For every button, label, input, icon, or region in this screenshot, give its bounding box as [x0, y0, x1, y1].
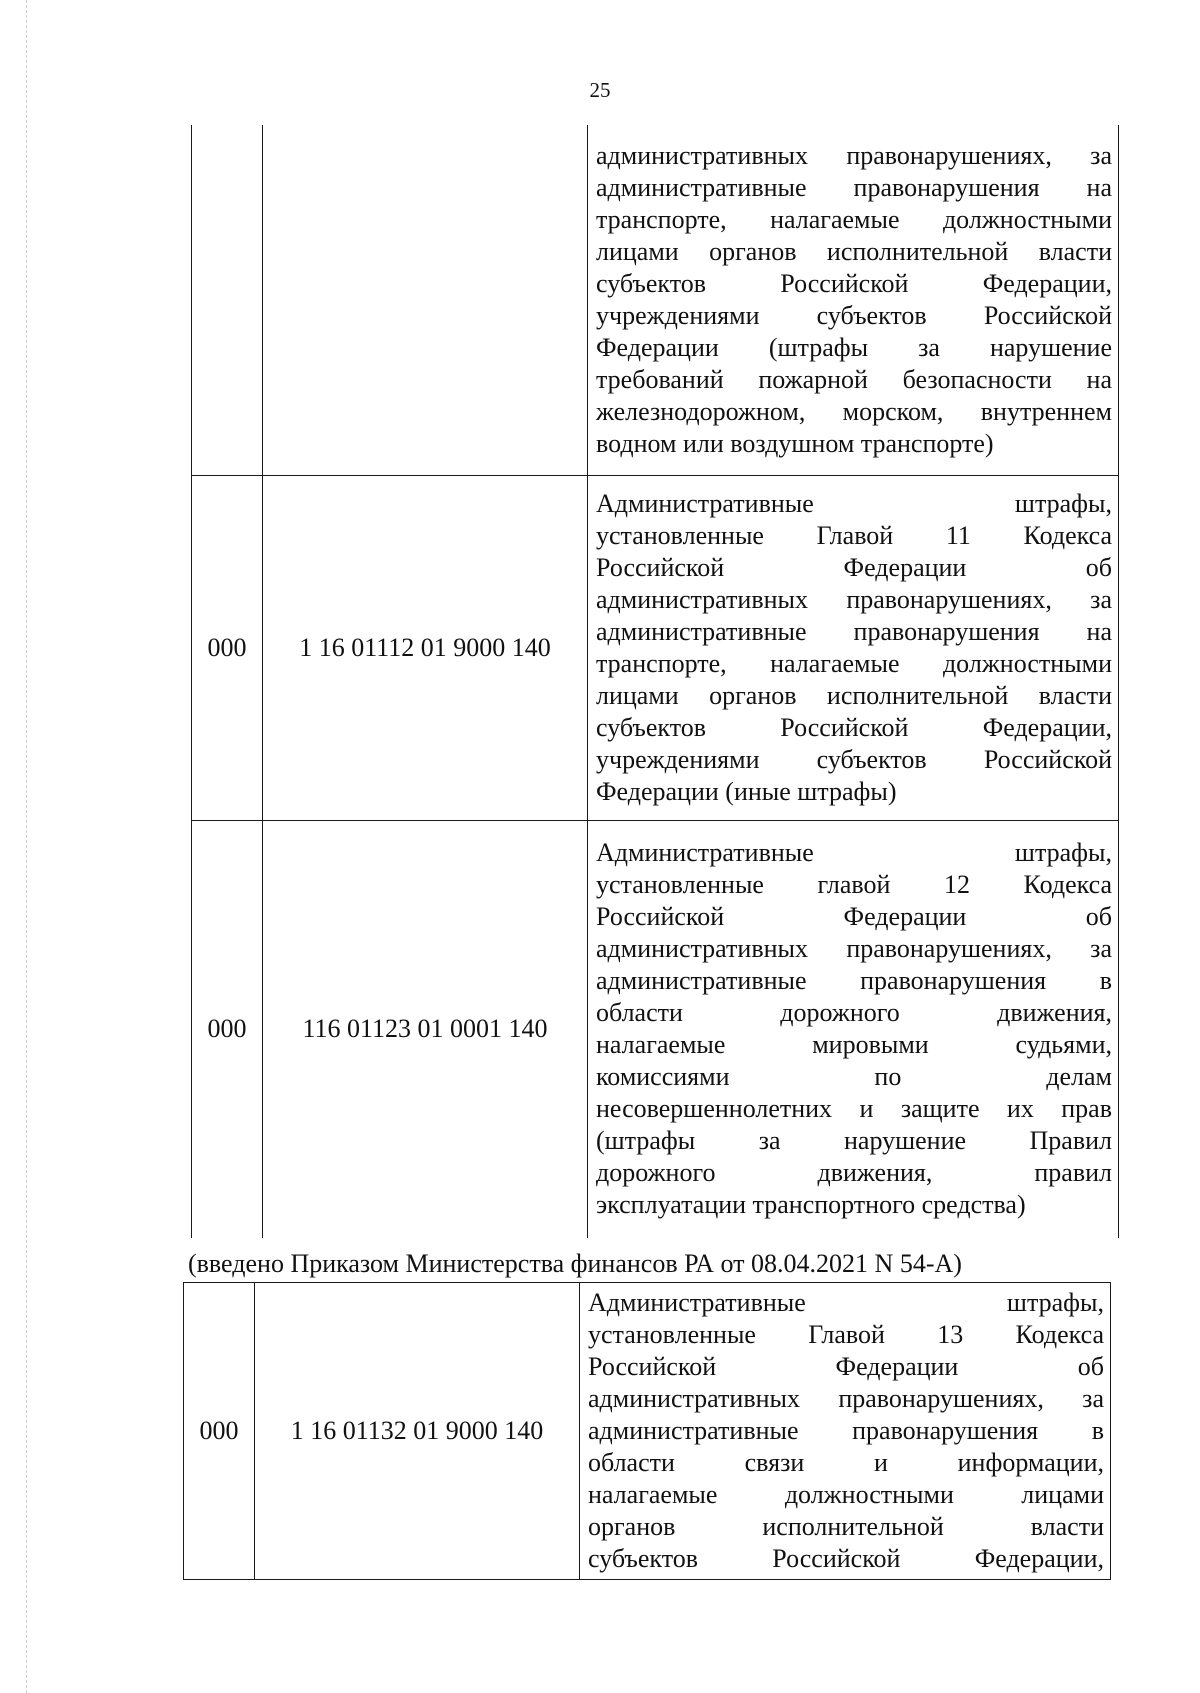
cell-admin-code [192, 125, 263, 475]
description-line: Российской Федерации об [596, 552, 1112, 582]
description-line: учреждениями субъектов Российской [596, 300, 1112, 330]
description-line: железнодорожном, морском, внутреннем [596, 396, 1112, 426]
cell-budget-code: 1 16 01132 01 9000 140 [255, 1283, 580, 1580]
description-line: Административные штрафы, [596, 488, 1112, 518]
description-line: комиссиями по делам [596, 1062, 1112, 1092]
table-row [192, 475, 1119, 820]
description-line: Административные штрафы, [596, 838, 1112, 868]
description-line: Российской Федерации об [588, 1352, 1104, 1381]
cell-admin-code: 000 [192, 475, 263, 820]
cell-description [588, 125, 1119, 475]
description-line: лицами органов исполнительной власти [596, 680, 1112, 710]
description-line: административные правонарушения в [588, 1416, 1104, 1445]
description-line: установленные Главой 13 Кодекса [588, 1320, 1104, 1349]
description-line: административных правонарушениях, за [596, 140, 1112, 170]
scan-edge-line [26, 0, 27, 1693]
description-line: административные правонарушения на [596, 616, 1112, 646]
description-line: налагаемые мировыми судьями, [596, 1030, 1112, 1060]
description-line: (штрафы за нарушение Правил [596, 1126, 1112, 1156]
description-line: Административные штрафы, [588, 1288, 1104, 1317]
description-line: административных правонарушениях, за [596, 934, 1112, 964]
amendment-note: (введено Приказом Министерства финансов РА от 08.04.2021 N 54-А) [188, 1249, 962, 1278]
description-line: административных правонарушениях, за [588, 1384, 1104, 1413]
page-number: 25 [589, 78, 611, 102]
description-text [588, 1287, 1104, 1575]
description-text [596, 140, 1112, 460]
description-line: требований пожарной безопасности на [596, 364, 1112, 394]
table-row [184, 1283, 1111, 1580]
description-line: субъектов Российской Федерации, [596, 712, 1112, 742]
description-text [596, 837, 1112, 1221]
description-line: административных правонарушениях, за [596, 584, 1112, 614]
description-text [596, 488, 1112, 808]
cell-budget-code: 1 16 01112 01 9000 140 [263, 475, 588, 820]
cell-admin-code: 000 [184, 1283, 255, 1580]
revenue-codes-table-continued [183, 1282, 1111, 1580]
description-line: транспорте, налагаемые должностными [596, 648, 1112, 678]
description-line: несовершеннолетних и защите их прав [596, 1094, 1112, 1124]
description-line: лицами органов исполнительной власти [596, 236, 1112, 266]
revenue-codes-table [191, 125, 1119, 1238]
description-line: Федерации (штрафы за нарушение [596, 332, 1112, 362]
description-line: установленные Главой 11 Кодекса [596, 520, 1112, 550]
description-line: водном или воздушном транспорте) [596, 428, 994, 458]
cell-admin-code: 000 [192, 820, 263, 1238]
cell-description [588, 820, 1119, 1238]
table-row [192, 125, 1119, 475]
description-line: учреждениями субъектов Российской [596, 744, 1112, 774]
description-line: налагаемые должностными лицами [588, 1480, 1104, 1509]
description-line: административные правонарушения в [596, 966, 1112, 996]
description-line: установленные главой 12 Кодекса [596, 870, 1112, 900]
description-line: Федерации (иные штрафы) [596, 776, 897, 806]
description-line: субъектов Российской Федерации, [588, 1544, 1104, 1573]
description-line: органов исполнительной власти [588, 1512, 1104, 1541]
table-row [192, 820, 1119, 1238]
cell-description [588, 475, 1119, 820]
cell-budget-code: 116 01123 01 0001 140 [263, 820, 588, 1238]
cell-budget-code [263, 125, 588, 475]
description-line: субъектов Российской Федерации, [596, 268, 1112, 298]
description-line: административные правонарушения на [596, 172, 1112, 202]
description-line: эксплуатации транспортного средства) [596, 1190, 1026, 1220]
description-line: дорожного движения, правил [596, 1158, 1112, 1188]
description-line: Российской Федерации об [596, 902, 1112, 932]
cell-description [580, 1283, 1111, 1580]
description-line: области связи и информации, [588, 1448, 1104, 1477]
description-line: транспорте, налагаемые должностными [596, 204, 1112, 234]
description-line: области дорожного движения, [596, 998, 1112, 1028]
